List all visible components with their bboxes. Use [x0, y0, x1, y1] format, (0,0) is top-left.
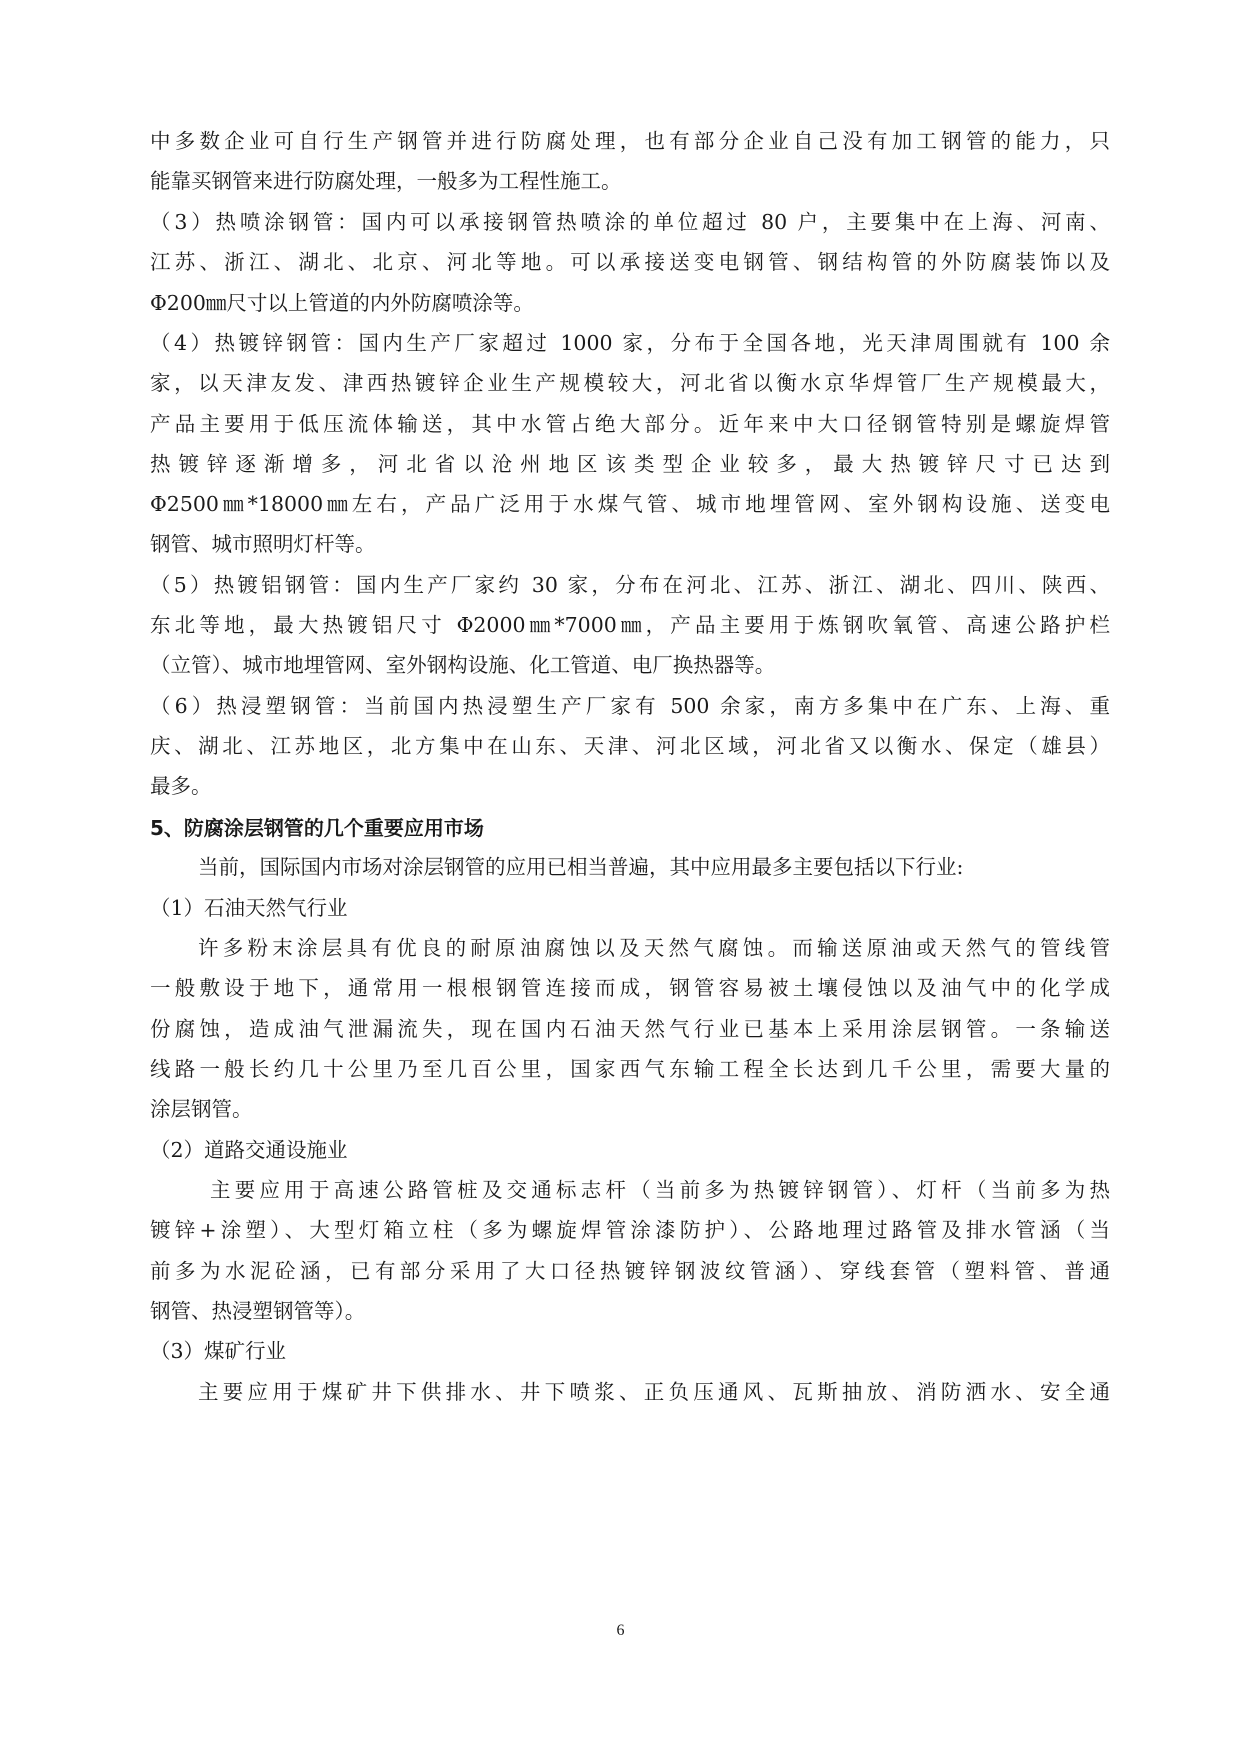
page-number: 6	[616, 1622, 625, 1639]
text-line: 线路一般长约几十公里乃至几百公里，国家西气东输工程全长达到几千公里，需要大量的	[150, 1057, 1110, 1081]
text-line: 镀锌+涂塑）、大型灯箱立柱（多为螺旋焊管涂漆防护）、公路地理过路管及排水管涵（当	[150, 1218, 1110, 1242]
text-line: 热镀锌逐渐增多，河北省以沧州地区该类型企业较多，最大热镀锌尺寸已达到	[150, 452, 1110, 476]
text-line: 钢管、城市照明灯杆等。	[150, 532, 376, 556]
text-line: 产品主要用于低压流体输送，其中水管占绝大部分。近年来中大口径钢管特别是螺旋焊管	[150, 412, 1110, 436]
text-line: 中多数企业可自行生产钢管并进行防腐处理，也有部分企业自己没有加工钢管的能力，只	[150, 129, 1110, 153]
text-line: 能靠买钢管来进行防腐处理，一般多为工程性施工。	[150, 169, 622, 193]
text-line: 最多。	[150, 774, 212, 798]
subheading: （1）石油天然气行业	[150, 896, 348, 920]
text-line: 一般敷设于地下，通常用一根根钢管连接而成，钢管容易被土壤侵蚀以及油气中的化学成	[150, 976, 1110, 1000]
text-line: （6）热浸塑钢管：当前国内热浸塑生产厂家有 500 余家，南方多集中在广东、上海、重	[150, 694, 1110, 718]
text-line: 江苏、浙江、湖北、北京、河北等地。可以承接送变电钢管、钢结构管的外防腐装饰以及	[150, 250, 1110, 274]
text-line: （3）热喷涂钢管：国内可以承接钢管热喷涂的单位超过 80 户，主要集中在上海、河南、	[150, 210, 1110, 234]
text-line: Φ2500㎜*18000㎜左右，产品广泛用于水煤气管、城市地埋管网、室外钢构设施、送变电	[150, 492, 1110, 516]
text-line: 许多粉末涂层具有优良的耐原油腐蚀以及天然气腐蚀。而输送原油或天然气的管线管	[198, 936, 1110, 960]
text-line: 庆、湖北、江苏地区，北方集中在山东、天津、河北区域，河北省又以衡水、保定（雄县）	[150, 734, 1110, 758]
text-line: （4）热镀锌钢管：国内生产厂家超过 1000 家，分布于全国各地，光天津周围就有 100 余	[150, 331, 1110, 355]
section-heading: 5、防腐涂层钢管的几个重要应用市场	[150, 816, 484, 840]
text-line: Φ200㎜尺寸以上管道的内外防腐喷涂等。	[150, 291, 534, 315]
text-line: 钢管、热浸塑钢管等）。	[150, 1299, 366, 1323]
text-line: 主要应用于煤矿井下供排水、井下喷浆、正负压通风、瓦斯抽放、消防洒水、安全通	[198, 1380, 1110, 1404]
subheading: （3）煤矿行业	[150, 1339, 287, 1363]
text-line: 家，以天津友发、津西热镀锌企业生产规模较大，河北省以衡水京华焊管厂生产规模最大，	[150, 371, 1110, 395]
text-line: 当前，国际国内市场对涂层钢管的应用已相当普遍，其中应用最多主要包括以下行业:	[198, 855, 964, 879]
text-line: 份腐蚀，造成油气泄漏流失，现在国内石油天然气行业已基本上采用涂层钢管。一条输送	[150, 1017, 1110, 1041]
text-line: （立管）、城市地埋管网、室外钢构设施、化工管道、电厂换热器等。	[150, 653, 776, 677]
text-line: （5）热镀铝钢管：国内生产厂家约 30 家，分布在河北、江苏、浙江、湖北、四川、陕西、	[150, 573, 1110, 597]
text-line: 主要应用于高速公路管桩及交通标志杆（当前多为热镀锌钢管）、灯杆（当前多为热	[210, 1178, 1110, 1202]
subheading: （2）道路交通设施业	[150, 1138, 348, 1162]
text-line: 东北等地，最大热镀铝尺寸 Φ2000㎜*7000㎜，产品主要用于炼钢吹氧管、高速公路护栏	[150, 613, 1110, 637]
text-line: 前多为水泥砼涵，已有部分采用了大口径热镀锌钢波纹管涵）、穿线套管（塑料管、普通	[150, 1259, 1110, 1283]
text-line: 涂层钢管。	[150, 1097, 253, 1121]
